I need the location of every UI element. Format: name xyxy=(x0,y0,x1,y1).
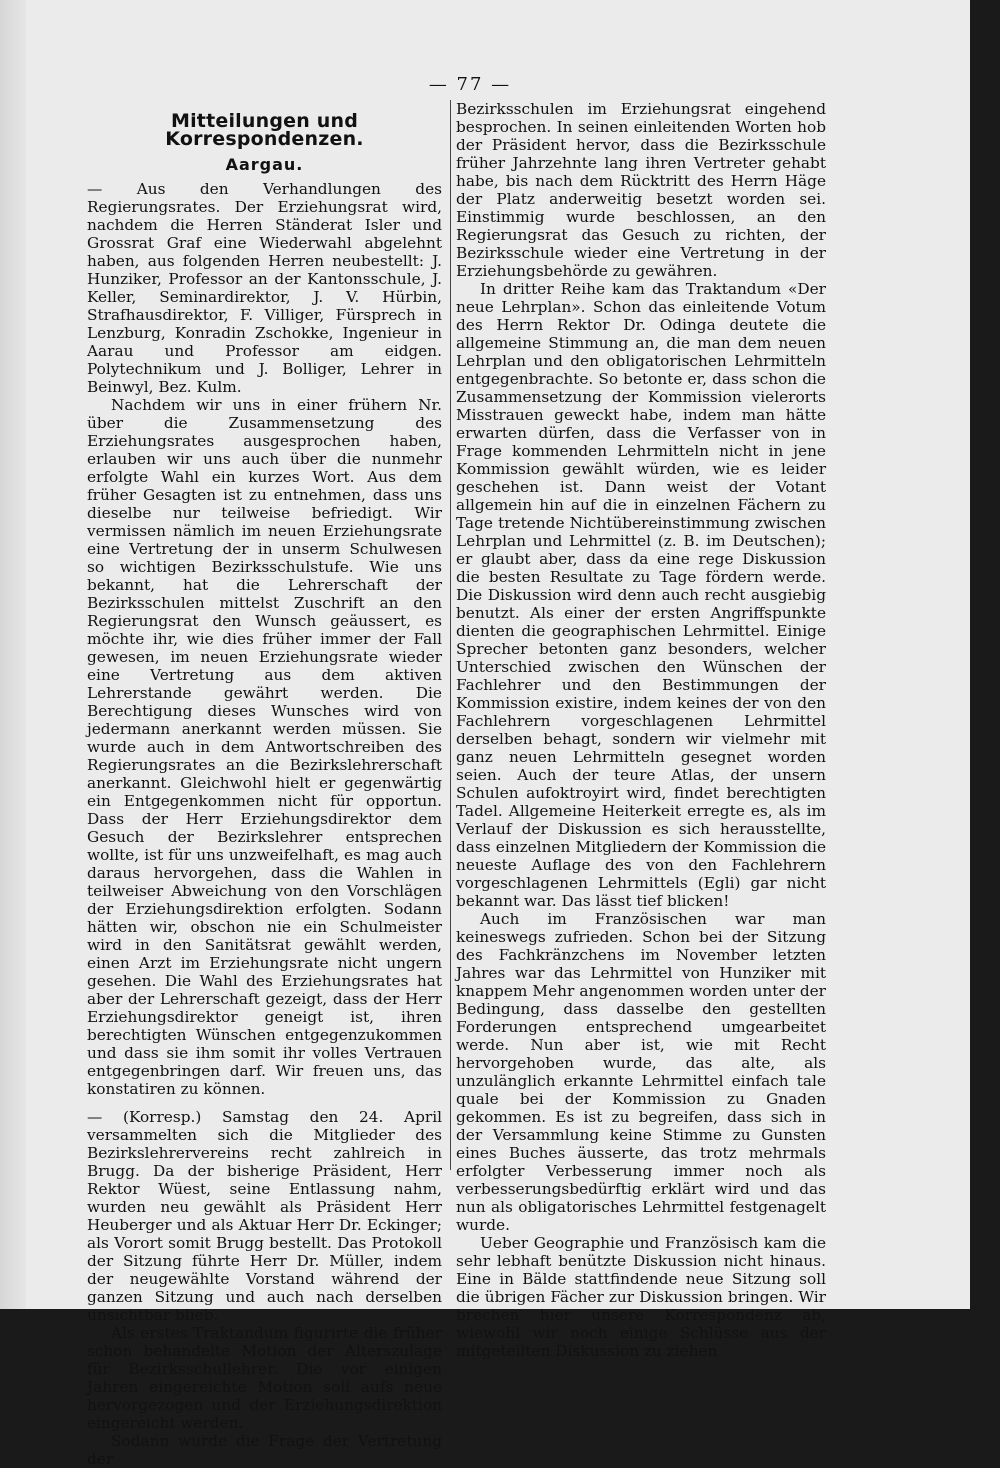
paragraph: — Aus den Verhandlungen des Regierungsrates. Der Erziehungsrat wird, nachdem die Herren Ständerat Isler und Grossrat Graf eine Wiederwahl abgelehnt haben, aus folgenden Herren neubestellt: J. Hunziker, Professor an der Kantonsschule, J. Keller, Seminardirektor, J. V. Hürbin, Strafhausdirektor, F. Villiger, Fürsprech in Lenzburg, Konradin Zschokke, Ingenieur in Aarau und Professor am eidgen. Polytechnikum und J. Bolliger, Lehrer in Beinwyl, Bez. Kulm. xyxy=(87,180,442,396)
paragraph: Sodann wurde die Frage der Vertretung der xyxy=(87,1432,442,1468)
paragraph: In dritter Reihe kam das Traktandum «Der neue Lehrplan». Schon das einleitende Votum des Herrn Rektor Dr. Odinga deutete die allgemeine Stimmung an, die man dem neuen Lehrplan und den obligatorischen Lehrmitteln entgegenbrachte. So betonte er, dass schon die Zusammensetzung der Kommission vielerorts Misstrauen geweckt habe, indem man hätte erwarten dürfen, dass die Verfasser von in Frage kommenden Lehrmitteln nicht in jene Kommission gewählt würden, wie es leider geschehen ist. Dann weist der Votant allgemein hin auf die in einzelnen Fächern zu Tage tretende Nichtübereinstimmung zwischen Lehrplan und Lehrmittel (z. B. im Deutschen); er glaubt aber, dass da eine rege Diskussion die besten Resultate zu Tage fördern werde. Die Diskussion wird denn auch recht ausgiebig benutzt. Als einer der ersten Angriffspunkte dienten die geographischen Lehrmittel. Einige Sprecher betonten ganz besonders, welcher Unterschied zwischen den Wünschen der Fachlehrer und den Bestimmungen der Kommission existire, indem keines der von den Fachlehrern vorgeschlagenen Lehrmittel derselben behagt, sondern wir vielmehr mit ganz neuen Lehrmitteln gesegnet worden seien. Auch der teure Atlas, der unsern Schulen aufoktroyirt wird, findet berechtigten Tadel. Allgemeine Heiterkeit erregte es, als im Verlauf der Diskussion es sich herausstellte, dass einzelnen Mitgliedern der Kommission die neueste Auflage des von den Fachlehrern vorgeschlagenen Lehrmittels (Egli) gar nicht bekannt war. Das lässt tief blicken! xyxy=(456,280,826,910)
section-title: Mitteilungen und Korrespondenzen. xyxy=(165,110,364,150)
column-divider xyxy=(450,100,451,1170)
paragraph: Bezirksschulen im Erziehungsrat eingehend besprochen. In seinen einleitenden Worten hob der Präsident hervor, dass die Bezirksschule früher Jahrzehnte lang ihren Vertreter gehabt habe, bis nach dem Rücktritt des Herrn Häge der Platz anderweitig besetzt worden sei. Einstimmig wurde beschlossen, an den Regierungsrat das Gesuch zu richten, der Bezirksschule wieder eine Vertretung in der Erziehungsbehörde zu gewähren. xyxy=(456,100,826,280)
paragraph: Auch im Französischen war man keineswegs zufrieden. Schon bei der Sitzung des Fachkränzchens im November letzten Jahres war das Lehrmittel von Hunziker mit knappem Mehr angenommen worden unter der Bedingung, dass dasselbe den gestellten Forderungen entsprechend umgearbeitet werde. Nun aber ist, wie mit Recht hervorgehoben wurde, das alte, als unzulänglich erkannte Lehrmittel einfach tale quale bei der Kommission zu Gnaden gekommen. Es ist zu begreifen, dass sich in der Versammlung keine Stimme zu Gunsten eines Buches äusserte, das trotz mehrmals erfolgter Verbesserung immer noch als verbesserungsbedürftig erklärt wird und das nun als obligatorisches Lehrmittel festgenagelt wurde. xyxy=(456,910,826,1234)
paragraph: Nachdem wir uns in einer frühern Nr. über die Zusammensetzung des Erziehungsrates ausgesprochen haben, erlauben wir uns auch über die nunmehr erfolgte Wahl ein kurzes Wort. Aus dem früher Gesagten ist zu entnehmen, dass uns dieselbe nur teilweise befriedigt. Wir vermissen nämlich im neuen Erziehungsrate eine Vertretung der in unserm Schulwesen so wichtigen Bezirksschulstufe. Wie uns bekannt, hat die Lehrerschaft der Bezirksschulen mittelst Zuschrift an den Regierungsrat den Wunsch geäussert, es möchte ihr, wie dies früher immer der Fall gewesen, im neuen Erziehungsrate wieder eine Vertretung aus dem aktiven Lehrerstande gewährt werden. Die Berechtigung dieses Wunsches wird von jedermann anerkannt werden müssen. Sie wurde auch in dem Antwortschreiben des Regierungsrates an die Bezirkslehrerschaft anerkannt. Gleichwohl hielt er gegenwärtig ein Entgegenkommen nicht für opportun. Dass der Herr Erziehungsdirektor dem Gesuch der Bezirkslehrer entsprechen wollte, ist für uns unzweifelhaft, es mag auch daraus hervorgehen, dass die Wahlen in teilweiser Abweichung von den Vorschlägen der Erziehungsdirektion erfolgten. Sodann hätten wir, obschon nie ein Schulmeister wird in den Sanitätsrat gewählt werden, einen Arzt im Erziehungsrate nicht ungern gesehen. Die Wahl des Erziehungsrates hat aber der Lehrerschaft gezeigt, dass der Herr Erziehungsdirektor geneigt ist, ihren berechtigten Wünschen entgegenzukommen und dass sie ihm somit ihr volles Vertrauen entgegenbringen darf. Wir freuen uns, das konstatiren zu können. xyxy=(87,396,442,1098)
right-column xyxy=(456,100,826,1360)
paragraph: — (Korresp.) Samstag den 24. April versammelten sich die Mitglieder des Bezirkslehrervereins recht zahlreich in Brugg. Da der bisherige Präsident, Herr Rektor Wüest, seine Entlassung nahm, wurden neu gewählt als Präsident Herr Heuberger und als Aktuar Herr Dr. Eckinger; als Vorort somit Brugg bestellt. Das Protokoll der Sitzung führte Herr Dr. Müller, indem der neugewählte Vorstand während der ganzen Sitzung und auch nach derselben unsichtbar blieb. xyxy=(87,1108,442,1324)
left-column xyxy=(87,100,442,1468)
region-title: Aargau. xyxy=(225,155,304,174)
page-number: — 77 — xyxy=(428,74,512,95)
page-margin xyxy=(0,0,26,1309)
paragraph: Als erstes Traktandum figurirte die früher schon behandelte Motion der Alterszulage für Bezirksschullehrer. Die vor einigen Jahren eingereichte Motion soll aufs neue hervorgezogen und der Erziehungsdirektion eingereicht werden. xyxy=(87,1324,442,1432)
paragraph: Ueber Geographie und Französisch kam die sehr lebhaft benützte Diskussion nicht hinaus. Eine in Bälde stattfindende neue Sitzung soll die übrigen Fächer zur Diskussion bringen. Wir brechen hier unsere Korrespondenz ab, wiewohl wir noch einige Schlüsse aus der mitgeteilten Diskussion zu ziehen xyxy=(456,1234,826,1360)
